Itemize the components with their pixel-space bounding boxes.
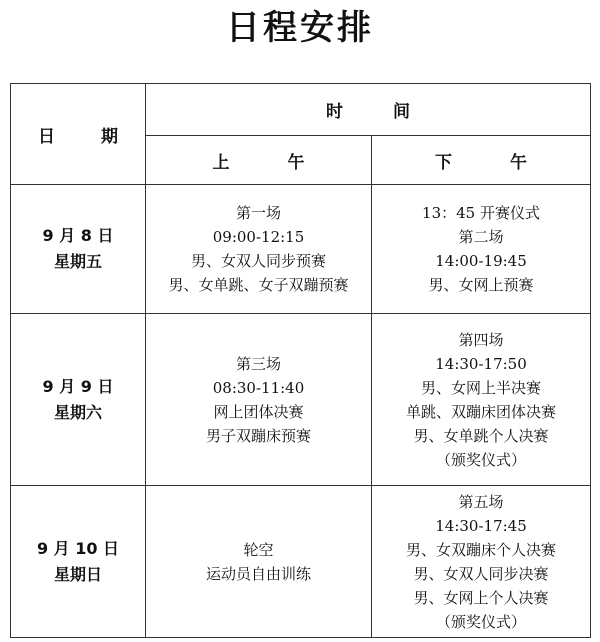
schedule-line: 男、女网上个人决赛 <box>413 588 549 607</box>
schedule-line: 男、女单跳、女子双蹦预赛 <box>168 276 349 294</box>
morning-cell <box>146 486 372 638</box>
schedule-line: 13：45 开赛仪式 <box>422 204 540 222</box>
schedule-line: 男、女双蹦床个人决赛 <box>406 540 557 559</box>
schedule-line: 男、女单跳个人决赛 <box>413 426 549 445</box>
date-cell <box>11 486 146 638</box>
schedule-line: 男、女双人同步预赛 <box>190 252 326 270</box>
schedule-line: 网上团体决赛 <box>213 402 304 421</box>
schedule-line: 14:30-17:45 <box>435 516 527 535</box>
morning-header: 上 午 <box>146 136 372 185</box>
morning-cell <box>146 185 372 314</box>
schedule-table <box>10 83 591 638</box>
schedule-line: 第一场 <box>235 204 281 222</box>
morning-cell <box>146 314 372 486</box>
schedule-line: 男、女双人同步决赛 <box>413 564 549 583</box>
weekday-text: 星期日 <box>53 564 102 584</box>
schedule-line: 09:00-12:15 <box>212 228 305 246</box>
schedule-line: 第五场 <box>458 492 504 511</box>
schedule-line: 14:30-17:50 <box>435 354 527 373</box>
header-row-top <box>11 84 591 136</box>
date-cell <box>11 314 146 486</box>
schedule-line: 轮空 <box>243 540 274 559</box>
afternoon-header: 下 午 <box>372 136 591 185</box>
date-text: 9 月 8 日 <box>42 226 114 245</box>
afternoon-cell <box>372 185 591 314</box>
date-header: 日 期 <box>11 84 146 185</box>
afternoon-cell <box>372 486 591 638</box>
schedule-line: 男、女网上预赛 <box>428 276 534 294</box>
schedule-line: 第四场 <box>458 330 504 349</box>
weekday-text: 星期六 <box>53 402 102 422</box>
schedule-line: 第三场 <box>235 354 281 373</box>
schedule-line: （颁奖仪式） <box>436 450 527 469</box>
schedule-line: 08:30-11:40 <box>212 378 305 397</box>
schedule-line: （颁奖仪式） <box>436 612 527 631</box>
schedule-line: 运动员自由训练 <box>205 564 311 583</box>
weekday-text: 星期五 <box>53 252 102 271</box>
afternoon-cell <box>372 314 591 486</box>
schedule-line: 第二场 <box>458 228 504 246</box>
table-row <box>11 486 591 638</box>
schedule-line: 14:00-19:45 <box>435 252 527 270</box>
table-row <box>11 314 591 486</box>
table-row <box>11 185 591 314</box>
page-title: 日程安排 <box>226 8 374 48</box>
schedule-line: 男子双蹦床预赛 <box>205 426 311 445</box>
date-cell <box>11 185 146 314</box>
schedule-line: 男、女网上半决赛 <box>421 378 542 397</box>
date-text: 9 月 10 日 <box>36 538 120 558</box>
time-header: 时 间 <box>146 84 591 136</box>
schedule-line: 单跳、双蹦床团体决赛 <box>406 402 557 421</box>
date-text: 9 月 9 日 <box>42 376 114 396</box>
